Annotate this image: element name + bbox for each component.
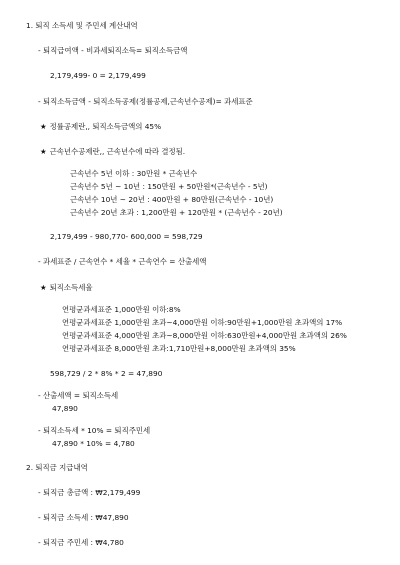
fixed-rate-deduction-text: 정률공제란,, 퇴직소득금액의 45% — [49, 122, 162, 131]
calculated-tax-formula: - 과세표준 / 근속연수 * 세율 * 근속연수 = 산출세액 — [38, 257, 207, 266]
tax-base-calc: 2,179,499 - 980,770- 600,000 = 598,729 — [50, 232, 203, 241]
service-years-deduction-note — [40, 148, 185, 155]
tax-rate-bracket: 연평균과세표준 1,000만원 이하:8% — [62, 305, 181, 314]
service-years-rule: 근속년수 5년 ~ 10년 : 150만원 + 50만원*(근속년수 - 5년) — [70, 182, 268, 191]
tax-rate-bracket: 연평균과세표준 1,000만원 초과~4,000만원 이하:90만원+1,000만원 초과액의 17% — [62, 318, 343, 327]
service-years-deduction-text: 근속년수공제란,, 근속년수에 따라 결정됨. — [49, 147, 186, 156]
section-2-title: 2. 퇴직금 지급내역 — [26, 463, 88, 472]
tax-rate-bracket: 연평균과세표준 4,000만원 초과~8,000만원 이하:630만원+4,000만원 초과액의 26% — [62, 331, 347, 340]
tax-rate-bracket: 연평균과세표준 8,000만원 초과:1,710만원+8,000만원 초과액의 35% — [62, 344, 296, 353]
service-years-rule: 근속년수 20년 초과 : 1,200만원 + 120만원 * (근속년수 - 20년) — [70, 208, 283, 217]
resident-tax-calc: 47,890 * 10% = 4,780 — [52, 439, 135, 448]
retirement-resident-tax: - 퇴직금 주민세 : ₩4,780 — [38, 538, 124, 547]
income-tax-value: 47,890 — [52, 404, 78, 413]
section-1-title: 1. 퇴직 소득세 및 주민세 계산내역 — [26, 21, 138, 30]
star-icon: ★ — [40, 147, 47, 156]
income-tax-formula: - 산출세액 = 퇴직소득세 — [38, 391, 119, 400]
star-icon: ★ — [40, 283, 47, 292]
star-icon: ★ — [40, 122, 47, 131]
tax-base-formula: - 퇴직소득금액 - 퇴직소득공제(정률공제,근속년수공제)= 과세표준 — [38, 97, 253, 106]
tax-rate-title: 퇴직소득세율 — [49, 283, 93, 292]
fixed-rate-deduction-note — [40, 123, 161, 130]
resident-tax-formula: - 퇴직소득세 * 10% = 퇴직주민세 — [38, 426, 151, 435]
tax-rate-heading — [40, 284, 92, 291]
service-years-rule: 근속년수 5년 이하 : 30만원 * 근속년수 — [70, 169, 198, 178]
calculated-tax-calc: 598,729 / 2 * 8% * 2 = 47,890 — [50, 369, 163, 378]
retirement-income-calc: 2,179,499- 0 = 2,179,499 — [50, 71, 146, 80]
total-retirement-pay: - 퇴직금 총금액 : ₩2,179,499 — [38, 488, 141, 497]
retirement-income-tax: - 퇴직금 소득세 : ₩47,890 — [38, 513, 129, 522]
retirement-income-formula: - 퇴직급여액 - 비과세퇴직소득= 퇴직소득금액 — [38, 46, 188, 55]
service-years-rule: 근속년수 10년 ~ 20년 : 400만원 + 80만원(근속년수 - 10년) — [70, 195, 274, 204]
